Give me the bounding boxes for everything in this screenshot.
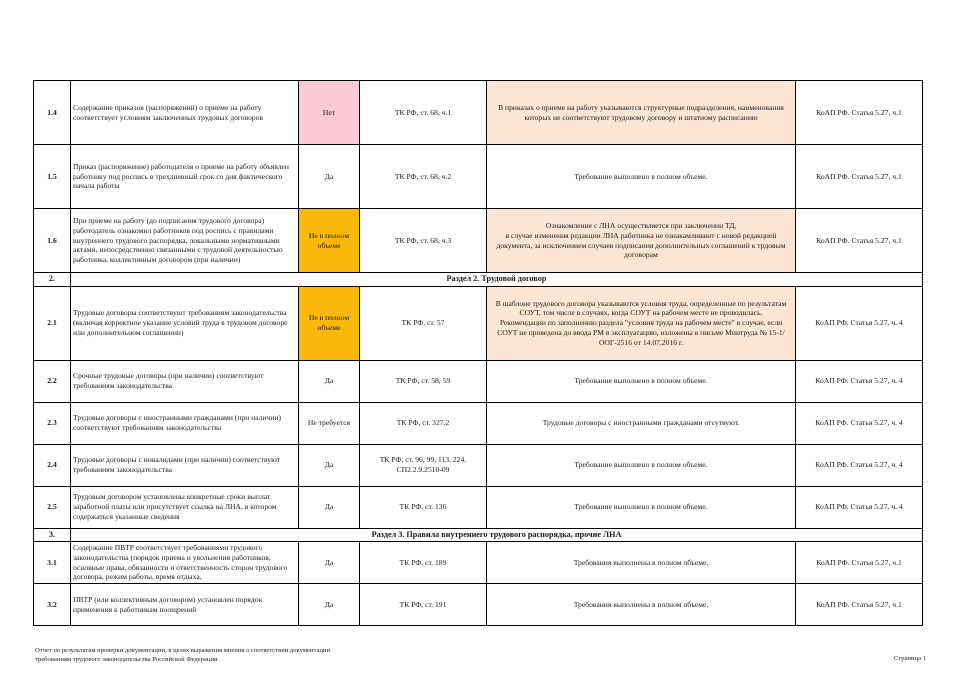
status-cell: Не в полном объеме (299, 286, 360, 360)
footer-line-1: Отчет по результатам проверки документации, в целях выражения мнения о соответствии документации (35, 647, 330, 654)
requirement-cell: Содержание приказов (распоряжений) о приеме на работу соответствует условиям заключенных трудовых договоров (71, 81, 299, 145)
requirement-cell: Трудовые договоры соответствуют требованиям законодательства (включая корректное указание условий труда в трудовом договоре или дополнительном соглашении) (71, 286, 299, 360)
table-row (34, 286, 923, 360)
reference-cell: ТК РФ, ст. 136 (360, 486, 487, 528)
reference-cell: ТК РФ, ст. 327.2 (360, 402, 487, 444)
status-cell: Да (299, 584, 360, 626)
item-number: 1.4 (34, 81, 71, 145)
comment-cell: Требование выполнено в полном объеме. (487, 444, 796, 486)
comment-cell: Требование выполнено в полном объеме. (487, 360, 796, 402)
requirement-cell: Срочные трудовые договоры (при наличии) соответствуют требованиям законодательства (71, 360, 299, 402)
liability-cell: КоАП РФ. Статья 5.27, ч. 4 (796, 402, 923, 444)
table-row (34, 584, 923, 626)
reference-cell: ТК РФ, ст. 57 (360, 286, 487, 360)
item-number: 1.5 (34, 145, 71, 209)
table-row (34, 542, 923, 584)
status-cell: Да (299, 542, 360, 584)
item-number: 2.5 (34, 486, 71, 528)
item-number: 3.2 (34, 584, 71, 626)
section-title: Раздел 2. Трудовой договор (71, 273, 923, 287)
item-number: 2.4 (34, 444, 71, 486)
table-row (34, 486, 923, 528)
comment-cell: Требования выполнены в полном объеме. (487, 542, 796, 584)
table-row (34, 81, 923, 145)
status-cell: Не в полном объеме (299, 209, 360, 273)
liability-cell: КоАП РФ. Статья 5.27, ч. 4 (796, 486, 923, 528)
item-number: 1.6 (34, 209, 71, 273)
status-cell: Да (299, 145, 360, 209)
reference-cell: ТК РФ, ст. 68, ч.2 (360, 145, 487, 209)
liability-cell: КоАП РФ. Статья 5.27, ч.1 (796, 584, 923, 626)
requirement-cell: Содержание ПВТР соответствует требованиями трудового законодательства (порядок приема и увольнения работников, основные права, обязанности и ответственность сторон трудового договора, режим работы, время отдыха, (71, 542, 299, 584)
requirement-cell: Трудовые договоры с иностранными гражданами (при наличии) соответствуют требованиям законодательства (71, 402, 299, 444)
status-cell: Да (299, 486, 360, 528)
status-cell: Нет (299, 81, 360, 145)
item-number: 2.2 (34, 360, 71, 402)
liability-cell: КоАП РФ. Статья 5.27, ч.1 (796, 145, 923, 209)
comment-cell: В приказах о приеме на работу указываются структурные подразделения, наименования которых не соответствуют трудовому договору и штатному расписанию (487, 81, 796, 145)
reference-cell: ТК РФ, ст. 68, ч.3 (360, 209, 487, 273)
table-row (34, 360, 923, 402)
comment-cell: В шаблоне трудового договора указываются условия труда, определенные по результатам СОУТ, том числе в случаях, когда СОУТ на рабочем месте не проводилась. Рекомендации по заполнению раздела "условия труда на рабочем месте" в случае, если СОУТ не проведена до ввода РМ в эксплуатацию, изложены в письме Минтруда № 15-1/ООГ-2516 от 14.07.2016 г. (487, 286, 796, 360)
footer-line-2: требованиям трудового законодательства Российской Федерации (35, 655, 218, 663)
item-number: 2.3 (34, 402, 71, 444)
table-row (34, 444, 923, 486)
comment-cell: Требования выполнены в полном объеме. (487, 584, 796, 626)
audit-table-body (34, 81, 923, 626)
comment-cell: Требование выполнено в полном объеме. (487, 486, 796, 528)
reference-cell: ТК РФ, ст. 191 (360, 584, 487, 626)
reference-cell: ТК РФ, ст. 68, ч.1 (360, 81, 487, 145)
section-row (34, 273, 923, 287)
liability-cell: КоАП РФ. Статья 5.27, ч. 4 (796, 444, 923, 486)
item-number: 2.1 (34, 286, 71, 360)
requirement-cell: Трудовые договоры с инвалидами (при наличии) соответствуют требованиям законодательства (71, 444, 299, 486)
section-title: Раздел 3. Правила внутреннего трудового распорядка, прочие ЛНА (71, 528, 923, 542)
section-row (34, 528, 923, 542)
status-cell: Да (299, 444, 360, 486)
status-cell: Да (299, 360, 360, 402)
table-row (34, 145, 923, 209)
reference-cell: ТК РФ, ст. 189 (360, 542, 487, 584)
audit-table (33, 80, 923, 626)
section-number: 3. (34, 528, 71, 542)
requirement-cell: ПВТР (или коллективным договором) установлен порядок применения к работникам поощрений (71, 584, 299, 626)
comment-cell: Ознакомление с ЛНА осуществляется при заключении ТД, в случае изменения редакции ЛНА работника не ознакамливают с новой редакцией документа, за исключением случаев подписания дополнительных соглашений к трдовым договорам (487, 209, 796, 273)
liability-cell: КоАП РФ. Статья 5.27, ч.1 (796, 209, 923, 273)
reference-cell: ТК РФ, ст. 58, 59 (360, 360, 487, 402)
comment-cell: Трудовые договоры с иностранными гражданами отсутвуют. (487, 402, 796, 444)
table-row (34, 402, 923, 444)
requirement-cell: При приеме на работу (до подписания трудового договора) работодатель ознакомил работников под роспись с правилами внутреннего трудового распорядка, локальными нормативными актами, непосредственно связанными с трудовой деятельностью работника, коллективным договором (при наличии) (71, 209, 299, 273)
status-cell: Не требуется (299, 402, 360, 444)
page-number: Страница 1 (894, 655, 926, 662)
section-number: 2. (34, 273, 71, 287)
liability-cell: КоАП РФ. Статья 5.27, ч.1 (796, 81, 923, 145)
liability-cell: КоАП РФ. Статья 5.27, ч.1 (796, 542, 923, 584)
liability-cell: КоАП РФ. Статья 5.27, ч. 4 (796, 360, 923, 402)
comment-cell: Требование выполнено в полном объеме. (487, 145, 796, 209)
liability-cell: КоАП РФ. Статья 5.27, ч. 4 (796, 286, 923, 360)
footer-note (35, 647, 395, 665)
item-number: 3.1 (34, 542, 71, 584)
requirement-cell: Приказ (распоряжение) работодателя о приеме на работу объявлен работнику под роспись в трехдневный срок со дня фактического начала работы (71, 145, 299, 209)
table-row (34, 209, 923, 273)
reference-cell: ТК РФ, ст. 96, 99, 113, 224, СП2.2.9.2510-09 (360, 444, 487, 486)
requirement-cell: Трудовым договором установлены конкретные сроки выплат заработной платы или присутствует ссылка на ЛНА, в котором содержаться указанные сведения (71, 486, 299, 528)
